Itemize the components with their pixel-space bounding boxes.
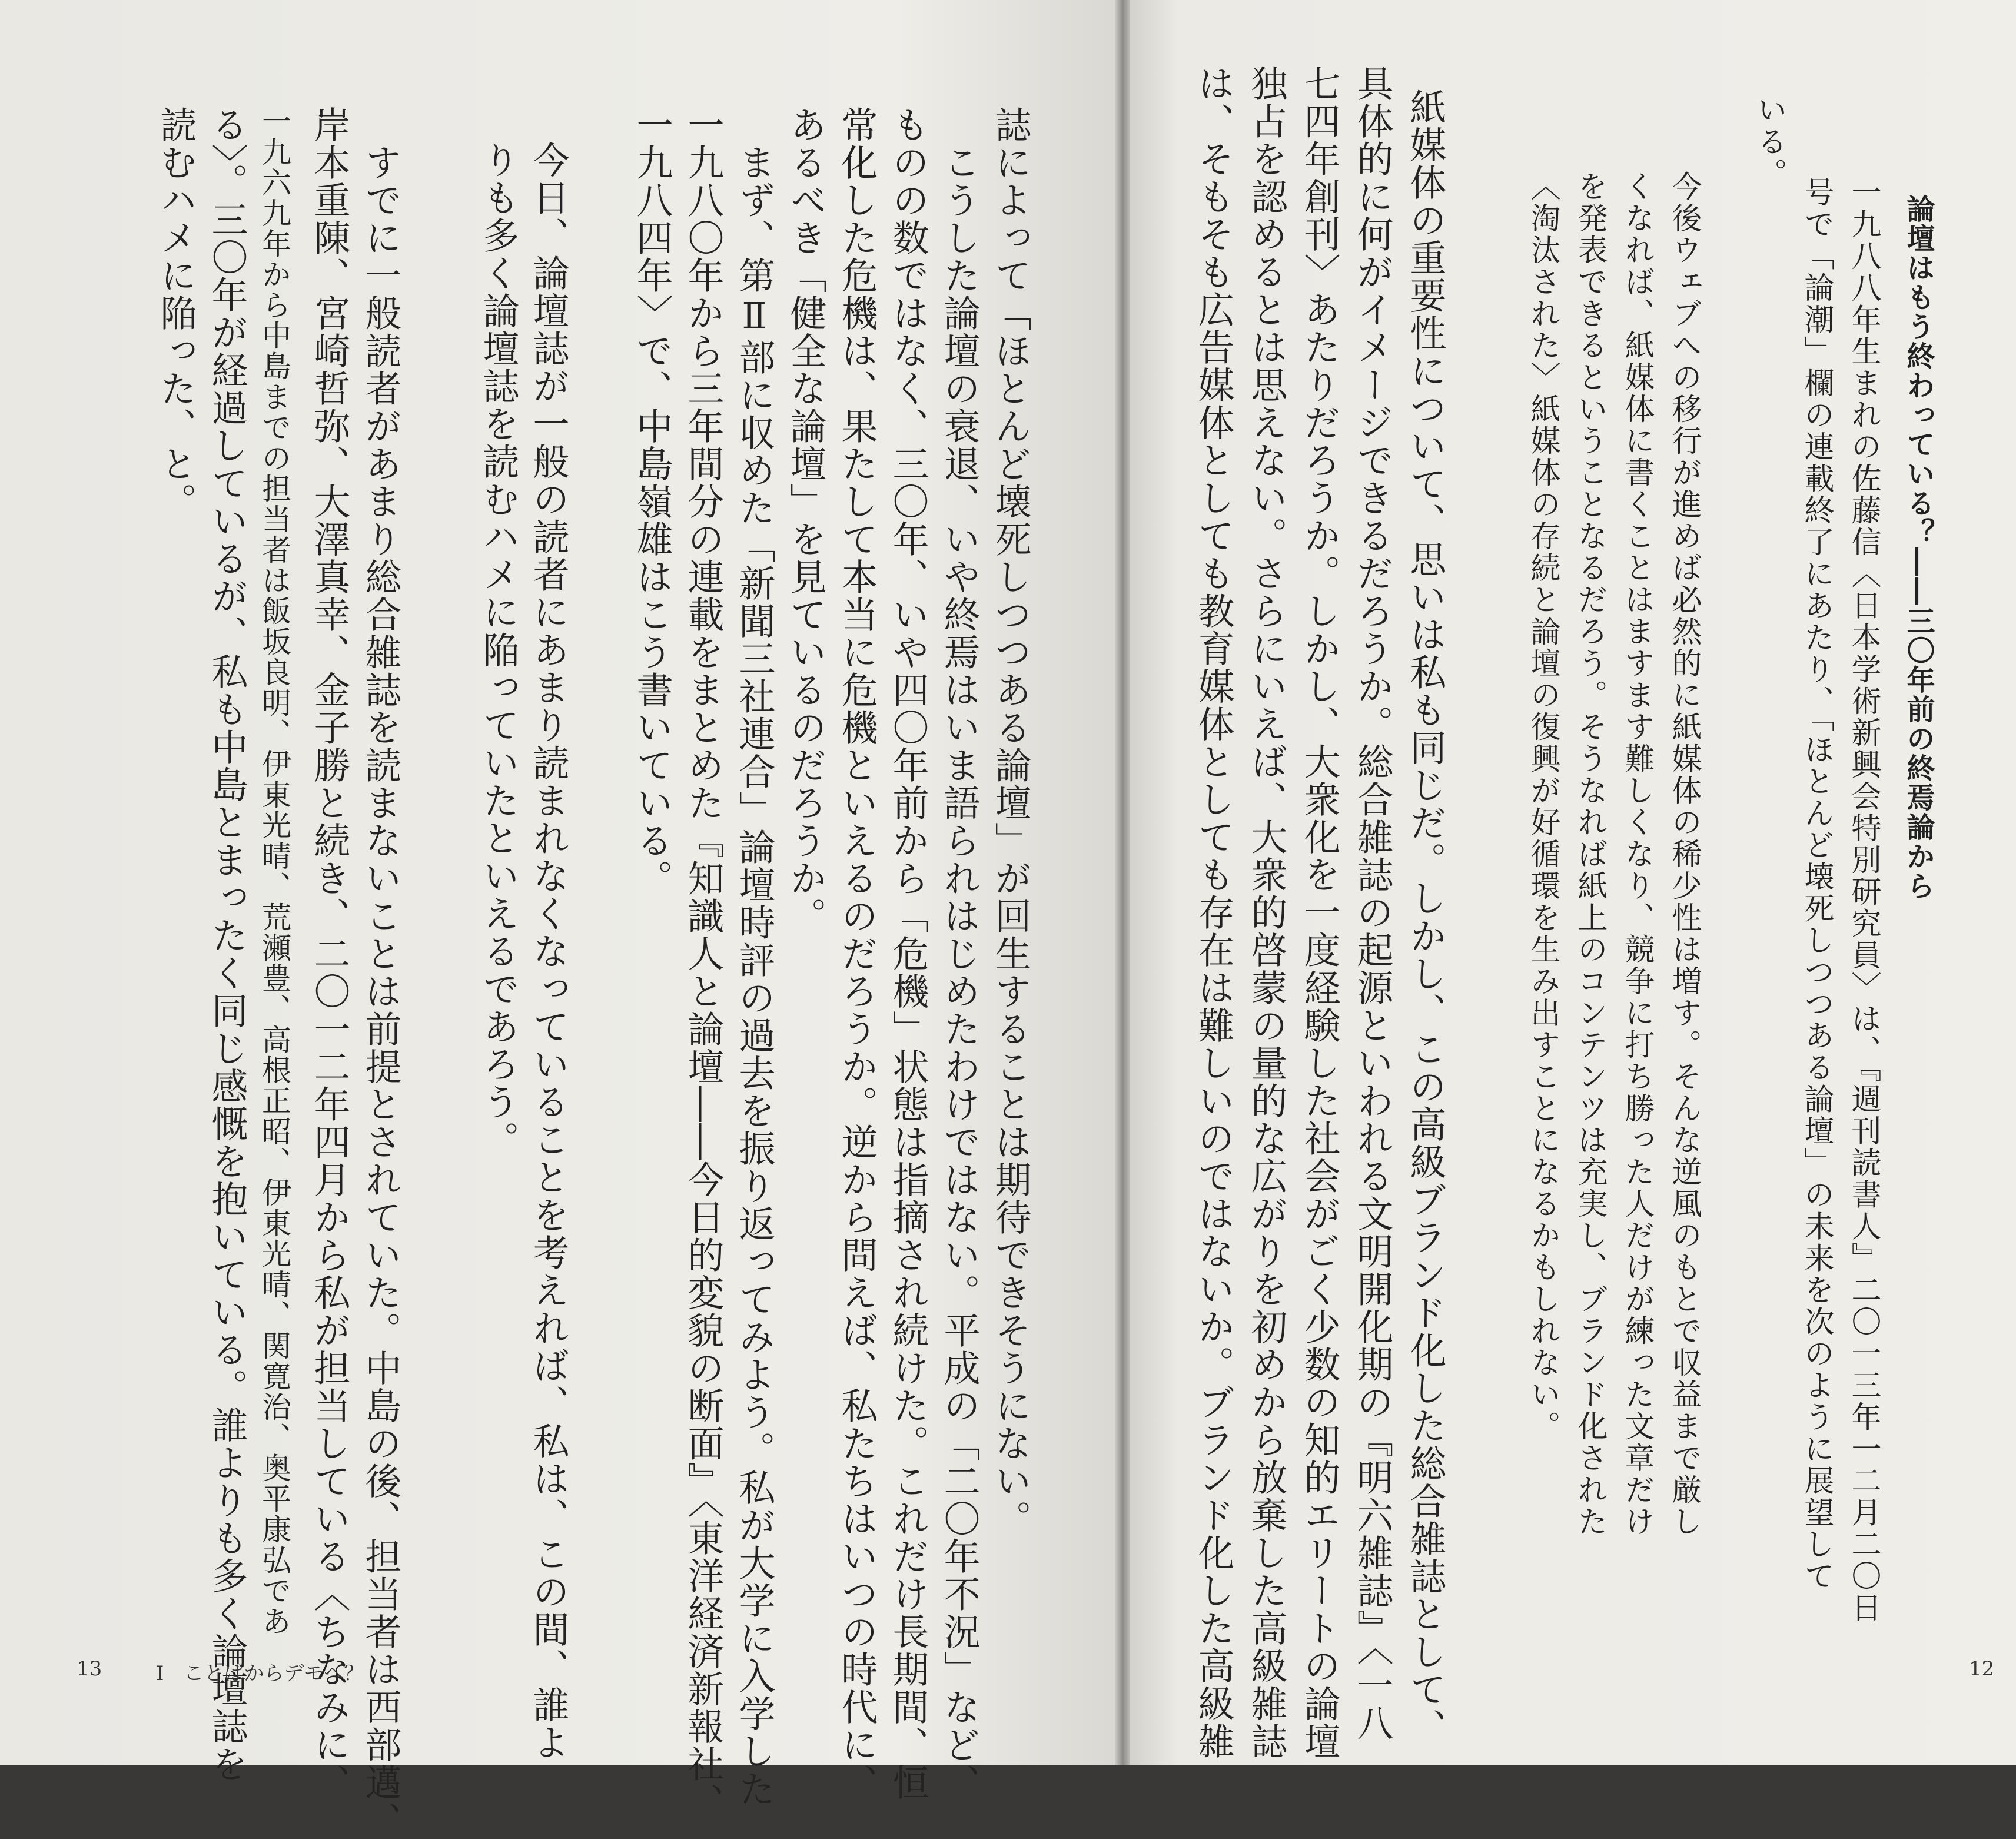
body-line-l11: 一九六九年から中島までの担当者は飯坂良明、伊東光晴、荒瀬豊、高根正昭、伊東光晴、関寛治、奥平康弘であ	[257, 106, 291, 1636]
running-head: Ⅰ ことばからデモへ？	[156, 1662, 364, 1685]
quote-line-1: 今後ウェブへの移行が進めば必然的に紙媒体の稀少性は増す。そんな逆風のもとで収益まで厳し	[1666, 171, 1701, 1538]
body-line-r3: 七四年創刊〉あたりだろうか。しかし、大衆化を一度経験した社会がごく少数の知的エリートの論壇	[1298, 65, 1341, 1760]
intro-line-1: 一九八八年生まれの佐藤信〈日本学術新興会特別研究員〉は、『週刊読書人』二〇一三年一二月二〇日	[1846, 177, 1881, 1624]
body-line-r1: 紙媒体の重要性について、思いは私も同じだ。しかし、この高級ブランド化した総合雑誌として、	[1404, 88, 1447, 1746]
page-number-left: 13	[77, 1657, 102, 1681]
body-line-l4: 常化した危機は、果たして本当に危機といえるのだろうか。逆から問えば、私たちはいつの時代に、	[835, 106, 878, 1801]
quote-line-4: 〈淘汰された〉紙媒体の存続と論壇の復興が好循環を生み出すことになるかもしれない。	[1525, 171, 1560, 1442]
body-line-l10: 岸本重陳、宮崎哲弥、大澤真幸、金子勝と続き、二〇一二年四月から私が担当している〈ちなみに、	[308, 106, 351, 1801]
body-line-l7: 一九八〇年から三年間分の連載をまとめた『知識人と論壇――今日的変貌の断面』〈東洋経済新報社、	[682, 106, 725, 1821]
body-line-r4: 独占を認めるとは思えない。さらにいえば、大衆的啓蒙の量的な広がりを初めから放棄した高級雑誌	[1245, 65, 1288, 1760]
body-line-r5: は、そもそも広告媒体としても教育媒体としても存在は難しいのではないか。ブランド化した高級雑	[1192, 65, 1235, 1760]
intro-line-3: いる。	[1752, 94, 1786, 190]
page-number-right: 12	[1969, 1657, 1995, 1681]
quote-line-l1: 今日、論壇誌が一般の読者にあまり読まれなくなっていることを考えれば、私は、この間、誰よ	[527, 141, 570, 1761]
body-line-l8: 一九八四年〉で、中島嶺雄はこう書いている。	[630, 106, 673, 897]
section-heading: 論壇はもう終わっている？――三〇年前の終焉論から	[1902, 194, 1935, 901]
quote-line-3: を発表できるということなるだろう。そうなれば紙上のコンテンツは充実し、ブランド化された	[1572, 171, 1607, 1538]
body-line-l3: ものの数ではなく、三〇年、いや四〇年前から「危機」状態は指摘され続けた。これだけ長期間、恒	[886, 106, 929, 1801]
intro-line-2: 号で「論潮」欄の連載終了にあたり、「ほとんど壊死しつつある論壇」の未来を次のように展望して	[1799, 177, 1834, 1592]
body-line-l13: 読むハメに陥った、と。	[154, 106, 197, 520]
body-line-l2: こうした論壇の衰退、いや終焉はいま語られはじめたわけではない。平成の「二〇年不況」など、	[938, 106, 981, 1801]
body-line-r2: 具体的に何がイメージできるだろうか。総合雑誌の起源といわれる文明開化期の『明六雑誌』〈一八	[1351, 65, 1394, 1742]
quote-line-l2: りも多く論壇誌を読むハメに陥っていたといえるであろう。	[477, 141, 520, 1158]
body-line-l1: 誌によって「ほとんど壊死しつつある論壇」が回生することは期待できそうにない。	[989, 106, 1032, 1538]
body-line-l6: まず、第Ⅱ部に収めた「新聞三社連合」論壇時評の過去を振り返ってみよう。私が大学に入学した	[733, 106, 776, 1808]
body-line-l5: あるべき「健全な論壇」を見ているのだろうか。	[784, 106, 827, 935]
quote-line-2: くなれば、紙媒体に書くことはますます難しくなり、競争に打ち勝った人だけが練った文章だけ	[1619, 171, 1654, 1538]
body-line-l12: る〉。三〇年が経過しているが、私も中島とまったく同じ感慨を抱いている。誰よりも多く論壇誌を	[205, 106, 248, 1783]
body-line-l9: すでに一般読者があまり総合雑誌を読まないことは前提とされていた。中島の後、担当者は西部邁、	[359, 106, 402, 1839]
book-gutter	[1115, 0, 1130, 1765]
